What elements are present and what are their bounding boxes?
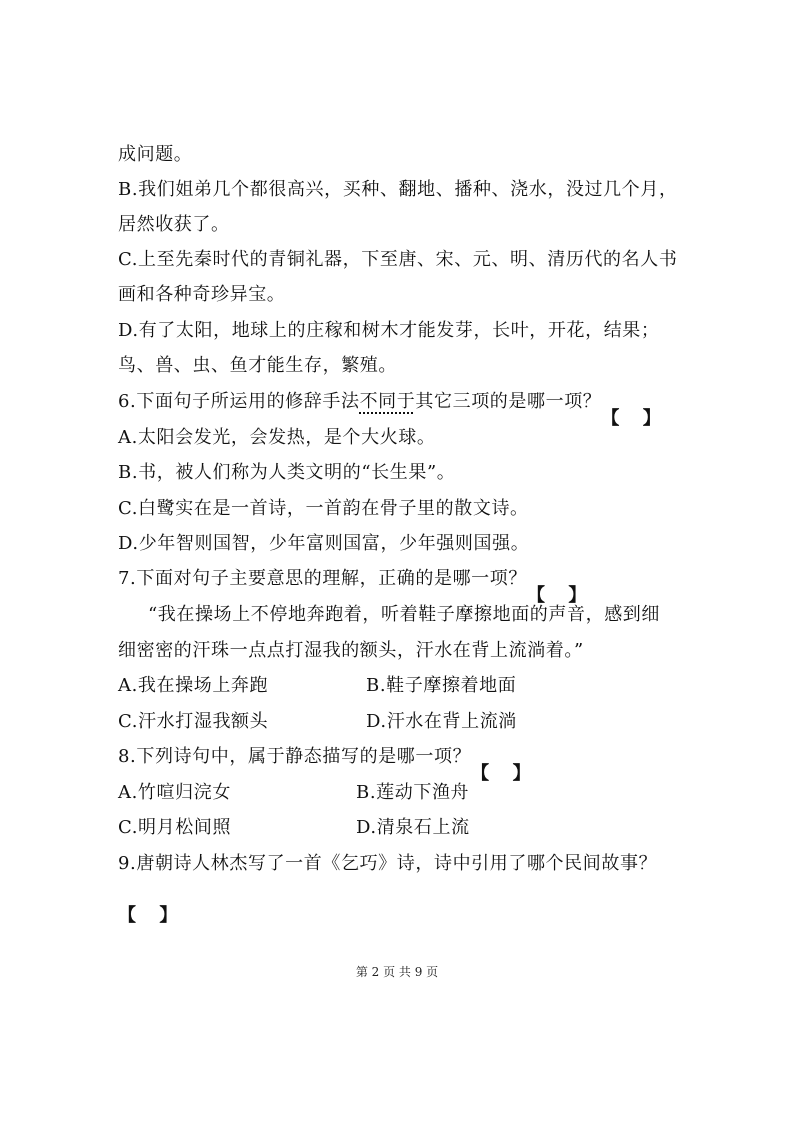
question-6-emphasis: 不同于 [359, 391, 416, 412]
question-7-option-b: B.鞋子摩擦着地面 [366, 675, 517, 696]
question-7-quote: “我在操场上不停地奔跑着，听着鞋子摩擦地面的声音，感到细 [148, 604, 660, 625]
question-7-option-c: C.汗水打湿我额头 [118, 711, 269, 732]
question-7-text: 7.下面对句子主要意思的理解，正确的是哪一项？ [118, 568, 527, 589]
text-line: 画和各种奇珍异宝。 [118, 284, 286, 305]
question-6-prefix: 6.下面句子所运用的修辞手法 [118, 391, 360, 412]
question-6-suffix: 其它三项的是哪一项？ [415, 391, 602, 412]
question-8-option-b: B.莲动下渔舟 [356, 782, 470, 803]
page-footer: 第 2 页 共 9 页 [355, 965, 439, 979]
text-line: 鸟、兽、虫、鱼才能生存，繁殖。 [118, 355, 397, 376]
question-8-option-d: D.清泉石上流 [356, 817, 470, 838]
question-7-option-d: D.汗水在背上流淌 [366, 711, 517, 732]
text-line: 成问题。 [118, 144, 193, 165]
question-7-option-a: A.我在操场上奔跑 [118, 675, 269, 696]
question-6-stem [118, 390, 661, 414]
question-6-option-b: B.书，被人们称为人类文明的“长生果”。 [118, 462, 456, 483]
question-6-option-a: A.太阳会发光，会发热，是个大火球。 [118, 427, 436, 448]
text-line: 居然收获了。 [118, 214, 230, 235]
option-d-line: D.有了太阳，地球上的庄稼和树木才能发芽，长叶，开花，结果； [118, 320, 660, 341]
question-8-stem [118, 745, 531, 769]
question-8-option-a: A.竹喧归浣女 [118, 782, 231, 803]
question-8-text: 8.下列诗句中，属于静态描写的是哪一项？ [118, 746, 472, 767]
question-7-quote: 细密密的汗珠一点点打湿我的额头，汗水在背上流淌着。” [118, 640, 584, 661]
option-c-line: C.上至先秦时代的青铜礼器，下至唐、宋、元、明、清历代的名人书 [118, 249, 678, 270]
question-9-answer [118, 887, 178, 911]
question-9-stem: 9.唐朝诗人林杰写了一首《乞巧》诗，诗中引用了哪个民间故事？ [118, 853, 658, 874]
question-8-option-c: C.明月松间照 [118, 817, 232, 838]
question-7-options-row [118, 674, 268, 698]
option-b-line: B.我们姐弟几个都很高兴，买种、翻地、播种、浇水，没过几个月， [118, 179, 678, 200]
question-6-option-c: C.白鹭实在是一首诗，一首韵在骨子里的散文诗。 [118, 498, 529, 519]
question-6-option-d: D.少年智则国智，少年富则国富，少年强则国强。 [118, 533, 530, 554]
question-7-stem [118, 567, 587, 591]
